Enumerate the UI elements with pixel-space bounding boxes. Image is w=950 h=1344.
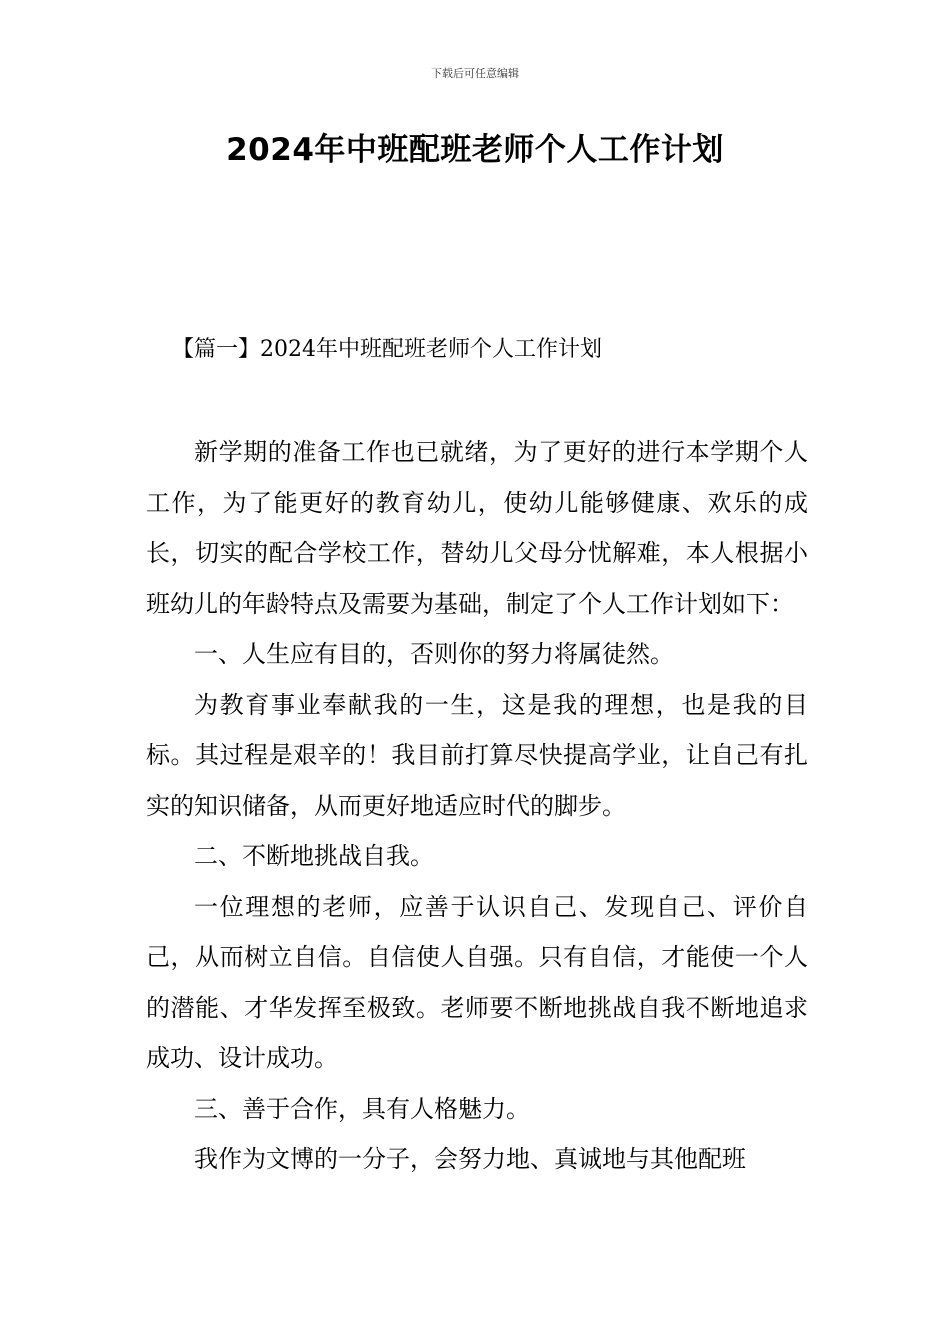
paragraph-point-one-body: 为教育事业奉献我的一生，这是我的理想，也是我的目标。其过程是艰辛的！我目前打算尽快提高学业，让自己有扎实的知识储备，从而更好地适应时代的脚步。 <box>146 690 808 820</box>
header-note: 下载后可任意编辑 <box>431 67 519 80</box>
paragraph-point-two-heading: 二、不断地挑战自我。 <box>194 842 434 870</box>
paragraph-point-three-body: 我作为文博的一分子，会努力地、真诚地与其他配班 <box>194 1145 746 1173</box>
paragraph-point-two-body: 一位理想的老师，应善于认识自己、发现自己、评价自己，从而树立自信。自信使人自强。只有自信，才能使一个人的潜能、才华发挥至极致。老师要不断地挑战自我不断地追求成功、设计成功。 <box>146 892 808 1072</box>
document-title: 2024年中班配班老师个人工作计划 <box>226 132 724 168</box>
paragraph-point-three-heading: 三、善于合作，具有人格魅力。 <box>194 1094 530 1123</box>
paragraph-intro: 新学期的准备工作也已就绪，为了更好的进行本学期个人工作，为了能更好的教育幼儿，使幼儿能够健康、欢乐的成长，切实的配合学校工作，替幼儿父母分忧解难，本人根据小班幼儿的年龄特点及需要为基础，制定了个人工作计划如下： <box>146 438 808 618</box>
paragraph-point-one-heading: 一、人生应有目的，否则你的努力将属徒然。 <box>194 640 674 668</box>
section-heading: 【篇一】2024年中班配班老师个人工作计划 <box>172 337 602 362</box>
document-body <box>146 427 808 1185</box>
